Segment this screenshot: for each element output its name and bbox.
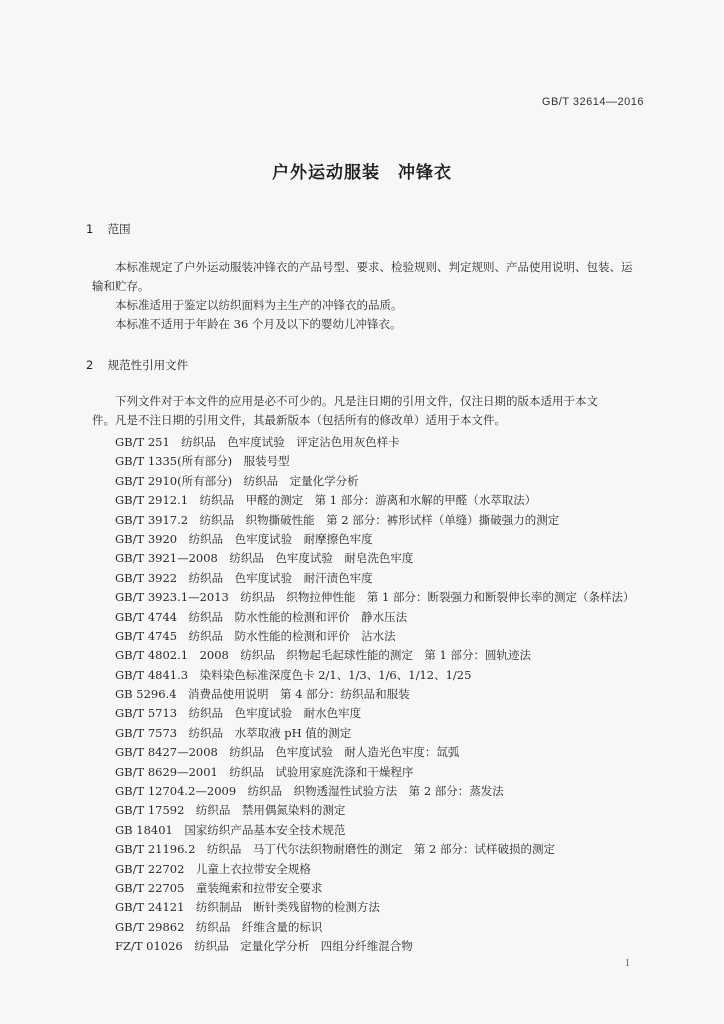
section-heading-scope bbox=[86, 221, 131, 237]
reference-item: GB/T 3922 纺织品 色牢度试验 耐汗渍色牢度 bbox=[115, 570, 373, 585]
section-number: 1 bbox=[86, 222, 94, 236]
reference-item: GB/T 17592 纺织品 禁用偶氮染料的测定 bbox=[115, 803, 346, 818]
reference-item: GB/T 22705 童装绳索和拉带安全要求 bbox=[115, 880, 323, 895]
scope-paragraph-1: 本标准规定了户外运动服装冲锋衣的产品号型、要求、检验规则、判定规则、产品使用说明、包装、运 输和贮存。 bbox=[92, 260, 633, 293]
reference-item: GB/T 4744 纺织品 防水性能的检测和评价 静水压法 bbox=[115, 609, 408, 624]
section-title: 范围 bbox=[107, 222, 131, 236]
reference-item: GB/T 12704.2—2009 纺织品 织物透湿性试验方法 第 2 部分：蒸发法 bbox=[115, 784, 504, 799]
reference-item: GB/T 24121 纺织制品 断针类残留物的检测方法 bbox=[115, 900, 380, 915]
reference-item: GB/T 2910(所有部分) 纺织品 定量化学分析 bbox=[115, 473, 359, 488]
page-number: 1 bbox=[625, 958, 630, 969]
reference-item: GB/T 29862 纺织品 纤维含量的标识 bbox=[115, 919, 323, 934]
reference-item: GB/T 5713 纺织品 色牢度试验 耐水色牢度 bbox=[115, 706, 362, 721]
reference-item: GB/T 3920 纺织品 色牢度试验 耐摩擦色牢度 bbox=[115, 531, 373, 546]
reference-item: GB/T 251 纺织品 色牢度试验 评定沾色用灰色样卡 bbox=[115, 435, 400, 449]
section-heading-normative-references bbox=[86, 357, 188, 373]
reference-item: GB 18401 国家纺织产品基本安全技术规范 bbox=[115, 822, 346, 837]
reference-item: GB 5296.4 消费品使用说明 第 4 部分：纺织品和服装 bbox=[115, 687, 410, 702]
references-intro-paragraph: 下列文件对于本文件的应用是必不可少的。凡是注日期的引用文件，仅注日期的版本适用于本文 件。凡是不注日期的引用文件，其最新版本（包括所有的修改单）适用于本文件。 bbox=[92, 394, 598, 427]
reference-item: GB/T 4745 纺织品 防水性能的检测和评价 沾水法 bbox=[115, 628, 396, 643]
reference-item: GB/T 3923.1—2013 纺织品 织物拉伸性能 第 1 部分：断裂强力和断裂伸长率的测定（条样法） bbox=[115, 590, 635, 605]
reference-list bbox=[115, 433, 675, 957]
scope-paragraph-2: 本标准适用于鉴定以纺织面料为主生产的冲锋衣的品质。 bbox=[115, 298, 403, 312]
reference-item: GB/T 7573 纺织品 水萃取液 pH 值的测定 bbox=[115, 725, 352, 740]
section-title: 规范性引用文件 bbox=[107, 358, 189, 372]
reference-item: GB/T 1335(所有部分) 服装号型 bbox=[115, 454, 290, 469]
reference-item: GB/T 8427—2008 纺织品 色牢度试验 耐人造光色牢度：氙弧 bbox=[115, 745, 460, 760]
scope-paragraph-3: 本标准不适用于年龄在 36 个月及以下的婴幼儿冲锋衣。 bbox=[115, 317, 402, 331]
reference-item: GB/T 4841.3 染料染色标准深度色卡 2/1、1/3、1/6、1/12、1/25 bbox=[115, 667, 472, 682]
reference-item: GB/T 3917.2 纺织品 织物撕破性能 第 2 部分：裤形试样（单缝）撕破强力的测定 bbox=[115, 512, 560, 527]
reference-item: FZ/T 01026 纺织品 定量化学分析 四组分纤维混合物 bbox=[115, 939, 413, 954]
reference-item: GB/T 22702 儿童上衣拉带安全规格 bbox=[115, 861, 311, 876]
reference-item: GB/T 21196.2 纺织品 马丁代尔法织物耐磨性的测定 第 2 部分：试样破损的测定 bbox=[115, 842, 556, 857]
section-number: 2 bbox=[86, 358, 94, 372]
reference-item: GB/T 3921—2008 纺织品 色牢度试验 耐皂洗色牢度 bbox=[115, 551, 414, 566]
standard-code: GB/T 32614—2016 bbox=[541, 96, 644, 108]
reference-item: GB/T 8629—2001 纺织品 试验用家庭洗涤和干燥程序 bbox=[115, 764, 414, 779]
reference-item: GB/T 2912.1 纺织品 甲醛的测定 第 1 部分：游离和水解的甲醛（水萃取法） bbox=[115, 493, 537, 508]
document-title: 户外运动服装 冲锋衣 bbox=[272, 163, 452, 183]
reference-item: GB/T 4802.1 2008 纺织品 织物起毛起球性能的测定 第 1 部分：圆轨迹法 bbox=[115, 648, 531, 663]
